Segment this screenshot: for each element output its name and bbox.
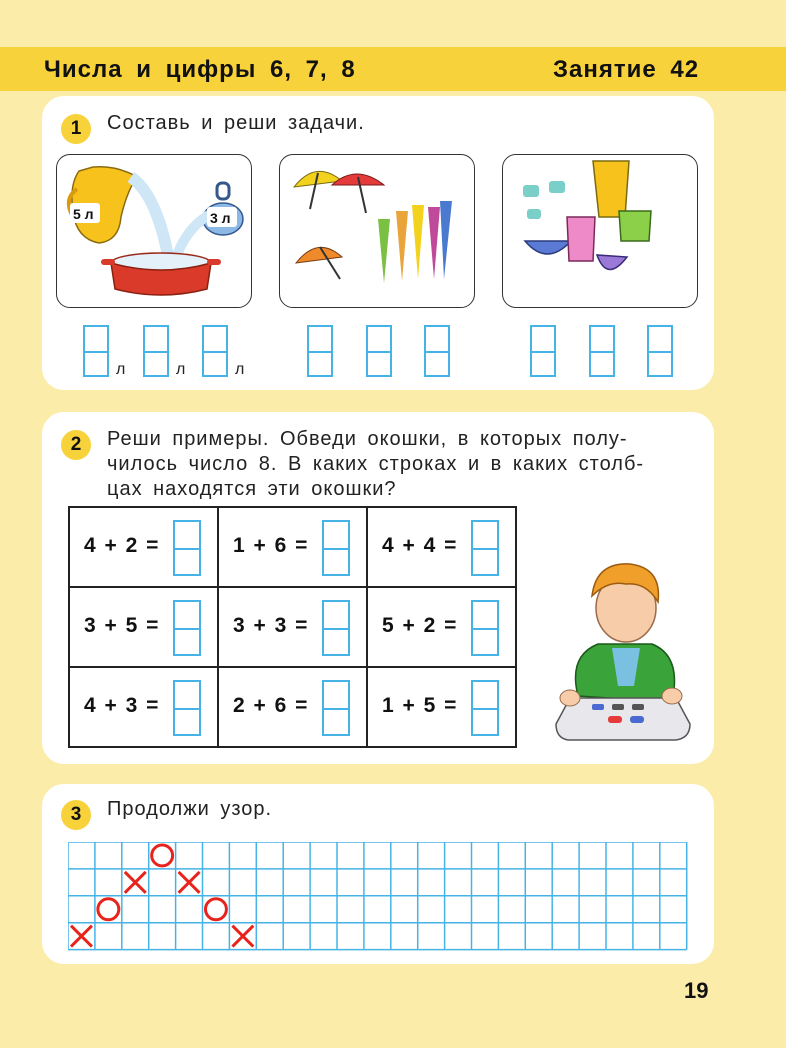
task1-number: 1 [61, 114, 91, 144]
example-expression: 5 + 2 = [382, 614, 457, 637]
task2-text-line1: Реши примеры. Обведи окошки, в которых полу- [107, 428, 628, 450]
pattern-circle [98, 899, 119, 920]
example-expression: 2 + 6 = [233, 694, 308, 717]
answer-box[interactable] [173, 600, 201, 656]
answer-box[interactable] [173, 680, 201, 736]
unit-liter: л [235, 361, 245, 378]
cups-picture [502, 154, 698, 308]
answer-cell[interactable] [589, 325, 615, 377]
unit-liter: л [176, 361, 186, 378]
table-row [69, 587, 516, 667]
task2-text-line3: цах находятся эти окошки? [107, 478, 397, 500]
table-row [69, 507, 516, 587]
answer-box[interactable] [471, 520, 499, 576]
answer-cell[interactable] [530, 325, 556, 377]
example-cell [367, 667, 516, 747]
answer-box[interactable] [322, 600, 350, 656]
jug-label: 5 л [73, 206, 94, 222]
answer-box[interactable] [173, 520, 201, 576]
task1-text: Составь и реши задачи. [107, 112, 365, 134]
pattern-cross [179, 872, 200, 893]
answer-box[interactable] [322, 680, 350, 736]
answer-cell[interactable] [307, 325, 333, 377]
example-expression: 4 + 2 = [84, 534, 159, 557]
pattern-grid[interactable] [68, 842, 698, 952]
unit-liter: л [116, 361, 126, 378]
example-expression: 3 + 5 = [84, 614, 159, 637]
example-cell [69, 507, 218, 587]
page-number: 19 [684, 978, 709, 1003]
answer-cell[interactable] [83, 325, 109, 377]
example-cell [367, 587, 516, 667]
page-title: Числа и цифры 6, 7, 8 [44, 56, 356, 83]
example-cell [367, 507, 516, 587]
examples-table [68, 506, 517, 748]
answer-cell[interactable] [424, 325, 450, 377]
example-expression: 4 + 3 = [84, 694, 159, 717]
example-cell [218, 667, 367, 747]
jug-pot-picture [56, 154, 252, 308]
pattern-circle [152, 845, 173, 866]
answer-cell[interactable] [143, 325, 169, 377]
task2-text-line2: чилось число 8. В каких строках и в каких столб- [107, 453, 645, 475]
example-cell [218, 507, 367, 587]
pattern-circle [206, 899, 227, 920]
task2-number: 2 [61, 430, 91, 460]
example-expression: 3 + 3 = [233, 614, 308, 637]
answer-box[interactable] [322, 520, 350, 576]
pattern-cross [125, 872, 146, 893]
pattern-cross [232, 926, 253, 947]
example-expression: 4 + 4 = [382, 534, 457, 557]
example-cell [69, 587, 218, 667]
boy-illustration [548, 556, 698, 752]
can-label: 3 л [210, 210, 231, 226]
answer-box[interactable] [471, 600, 499, 656]
lesson-label: Занятие 42 [553, 56, 700, 83]
task3-number: 3 [61, 800, 91, 830]
table-row [69, 667, 516, 747]
answer-cell[interactable] [647, 325, 673, 377]
header-bar [0, 47, 786, 91]
answer-box[interactable] [471, 680, 499, 736]
answer-cell[interactable] [202, 325, 228, 377]
umbrellas-picture [279, 154, 475, 308]
example-expression: 1 + 6 = [233, 534, 308, 557]
example-cell [218, 587, 367, 667]
example-expression: 1 + 5 = [382, 694, 457, 717]
task3-text: Продолжи узор. [107, 798, 273, 820]
pattern-cross [71, 926, 92, 947]
example-cell [69, 667, 218, 747]
answer-cell[interactable] [366, 325, 392, 377]
